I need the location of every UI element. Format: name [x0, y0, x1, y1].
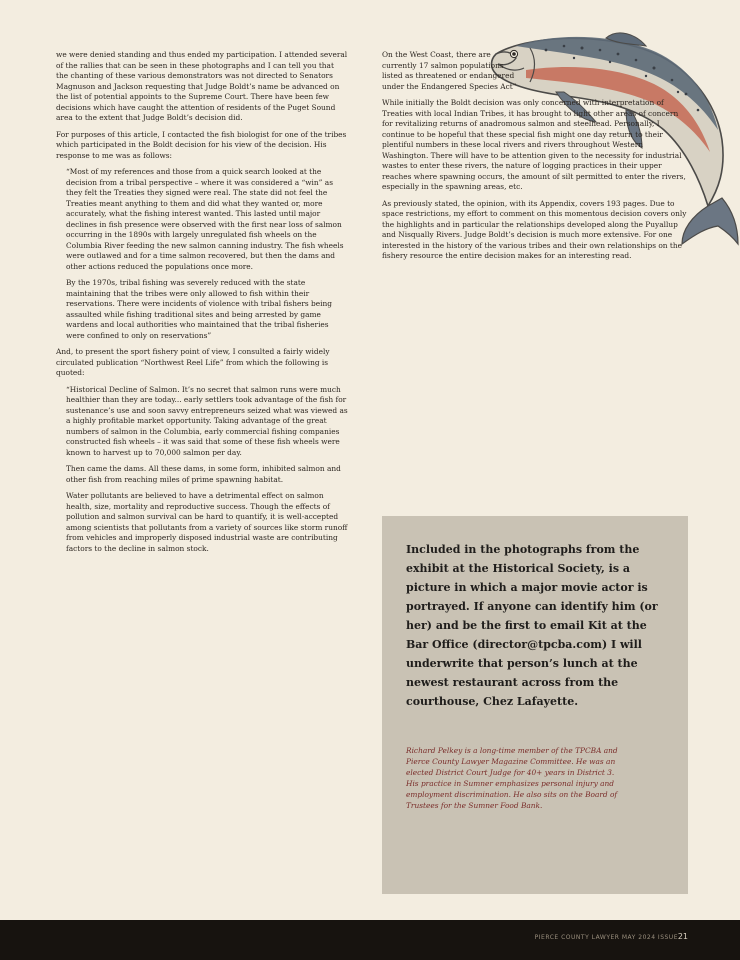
reel-life-quote-3: Water pollutants are believed to have a detrimental effect on salmon health, size, mortality and reproductive success. Though the effects of pollution and salmon survival can be hard to quantify, it is well-accepted among scientists that pollutants from a variety of sources like storm runoff from vehicles and improperly disposed industrial waste are contributing factors to the decline in salmon stock. — [66, 491, 348, 553]
biologist-quote-1: “Most of my references and those from a quick search looked at the decision from a tribal perspective – where it was considered a “win” as they felt the Treaties they signed were real. The state did not feel the Treaties meant anything to them and did what they wanted or, more accurately, what the fishing interest wanted. This lasted until major declines in fish presence were observed with the first near loss of salmon occurring in the 1890s with largely unregulated fish wheels on the Columbia River feeding the new salmon canning industry. The fish wheels were outlawed and for a time salmon recovered, but then the dams and other actions reduced the populations once more. — [66, 167, 344, 271]
left-paragraph-2: For purposes of this article, I contacted the fish biologist for one of the tribes which participated in the Boldt decision for his view of the decision. His response to me was as follows: — [56, 129, 347, 160]
footer-bar — [0, 920, 740, 960]
movie-actor-notice: Included in the photographs from the exhibit at the Historical Society, is a picture in which a major movie actor is portrayed. If anyone can identify him (or her) and be the first to email Kit at the Bar Office (director@tpcba.com) I will underwrite that person’s lunch at the newest restaurant across from the courthouse, Chez Lafayette. — [406, 543, 658, 708]
footer-publication: PIERCE COUNTY LAWYER MAY 2024 ISSUE — [534, 934, 678, 941]
left-column — [56, 50, 348, 560]
right-column — [382, 50, 688, 268]
reel-life-quote-2: Then came the dams. All these dams, in some form, inhibited salmon and other fish from reaching miles of prime spawning habitat. — [66, 464, 341, 484]
author-bio: Richard Pelkey is a long-time member of the TPCBA and Pierce County Lawyer Magazine Committee. He was an elected District Court Judge for 40+ years in District 3. His practice in Sumner emphasizes personal injury and employment discrimination. He also sits on the Board of Trustees for the Sumner Food Bank. — [406, 746, 618, 810]
right-paragraph-1: While initially the Boldt decision was only concerned with interpretation of Treaties with local Indian Tribes, it has brought to light other areas of concern for revitalizing returns of anadromous salmon and steelhead. Personally, I continue to be hopeful that these special fish might one day return to their plentiful numbers in these local rivers and rivers throughout Western Washington. There will have to be attention given to the necessity for industrial wastes to enter these rivers, the nature of logging practices in their upper reaches where spawning occurs, the amount of silt permitted to enter the rivers, especially in the spawning areas, etc. — [382, 98, 686, 191]
right-paragraph-2: As previously stated, the opinion, with its Appendix, covers 193 pages. Due to space restrictions, my effort to comment on this momentous decision covers only the highlights and in particular the relationships developed along the Puyallup and Nisqually Rivers. Judge Boldt’s decision is much more extensive. For one interested in the history of the various tribes and their own relationships on the fishery resource the entire decision makes for an interesting read. — [382, 198, 687, 260]
biologist-quote-2: By the 1970s, tribal fishing was severely reduced with the state maintaining that the tribes were only allowed to fish within their reservations. There were incidents of violence with tribal fishers being assaulted while fishing traditional sites and being arrested by game wardens and local authorities who maintained that the tribal fisheries were confined to only on reservations” — [66, 278, 332, 340]
reel-life-quote-1: “Historical Decline of Salmon. It’s no secret that salmon runs were much healthier than they are today... early settlers took advantage of the fish for sustenance’s use and soon savvy entrepreneurs seized what was viewed as a highly profitable market opportunity. Taking advantage of the great numbers of salmon in the Columbia, early commercial fishing companies constructed fish wheels – it was said that some of these fish wheels were known to harvest up to 70,000 salmon per day. — [66, 384, 348, 457]
left-paragraph-1: we were denied standing and thus ended my participation. I attended several of the rallies that can be seen in these photographs and I can tell you that the chanting of these various demonstrators was not directed to Senators Magnuson and Jackson requesting that Judge Boldt’s name be advanced on the list of potential appoints to the Supreme Court. There have been few decisions which have caught the attention of residents of the Puget Sound area to the extent that Judge Boldt’s decision did. — [56, 50, 348, 122]
left-paragraph-3: And, to present the sport fishery point of view, I consulted a fairly widely circulated publication “Northwest Reel Life” from which the following is quoted: — [56, 347, 330, 377]
page-number: 21 — [677, 932, 688, 941]
sidebar-box — [382, 516, 688, 894]
pull-quote: On the West Coast, there are currently 17 salmon populations listed as threatened or endangered under the Endangered Species Act” — [382, 50, 517, 91]
